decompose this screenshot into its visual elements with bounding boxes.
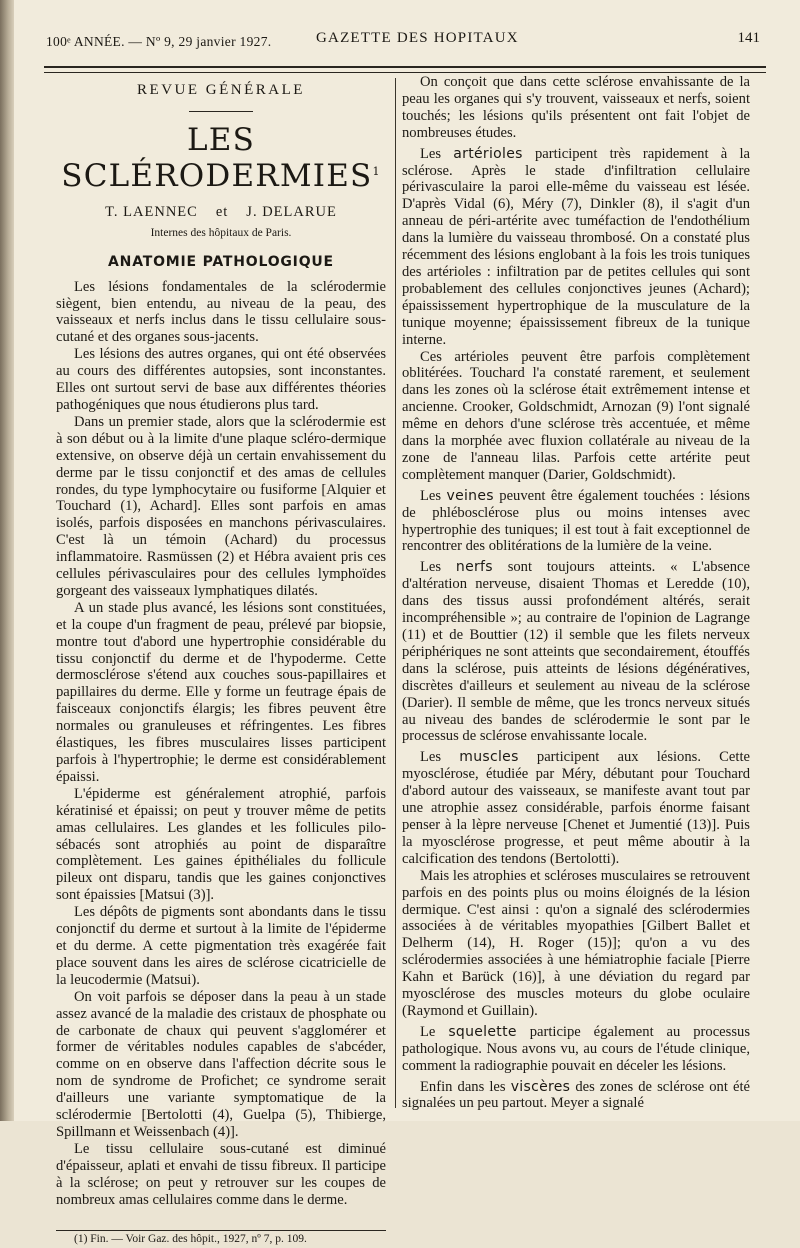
- title-footnote-mark: 1: [372, 164, 381, 178]
- lead-text: Enfin dans les: [420, 1078, 511, 1095]
- paragraph-muscles: [402, 749, 750, 867]
- body-text: sont toujours atteints. « L'absence d'altération nerveuse, disaient Thomas et Leredde (10), dans des tissus aussi profondément altérés, serait incompréhensible »; au contraire de l'opinion de Lagrange (11) et de Bouttier (12) il semble que les filets nerveux périphériques ne sont atteints que secondairement, étouffés dans la sclérose, puis atteints de lésions dégénératives, discrètes d'ailleurs et seulement au niveau de la sclérose (Darier). Il semble de même, que les troncs nerveux situés au niveau des bandes de sclérodermie le sont par le processus de sclérose envahissante locale.: [402, 559, 750, 745]
- right-column: [402, 74, 750, 1112]
- body-text: participe également au processus pathologique. Nous avons vu, au cours de l'étude clinique, comment la radiographie pouvait en déceler les lésions.: [402, 1023, 750, 1074]
- affiliation: Internes des hôpitaux de Paris.: [150, 226, 292, 239]
- author-separator: et: [215, 203, 229, 220]
- paragraph: Les dépôts de pigments sont abondants dans le tissu conjonctif du derme et surtout à la limite de l'épiderme et du derme. A cette pigmentation très exagérée fait place souvent dans les aires de sclérose cicatricielle de la leucodermie (Matsui).: [56, 904, 386, 988]
- section-heading: ANATOMIE PATHOLOGIQUE: [108, 253, 334, 270]
- rubric-rule: [189, 111, 253, 112]
- header-rule-thin: [44, 72, 766, 73]
- paragraph: On voit parfois se déposer dans la peau à un stade assez avancé de la maladie des cristaux de phosphate ou de carbonate de chaux qui peuvent s'agglomérer et former de véritables nodules capables de s'abcéder, comme on en observe dans l'affection décrite sous le nom de syndrome de Profichet; ce syndrome serait d'ailleurs une variante symptomatique de la sclérodermie [Bertolotti (4), Guelpa (5), Thibierge, Spillmann et Weissenbach (4)].: [56, 988, 386, 1140]
- keyword: veines: [446, 487, 494, 504]
- paragraph: On conçoit que dans cette sclérose envahissante de la peau les organes qui s'y trouvent, vaisseaux et nerfs, soient touchés; les lésions qu'ils présentent ont fait l'objet de nombreuses études.: [402, 74, 750, 141]
- paragraph: Dans un premier stade, alors que la sclérodermie est à son début ou à la limite d'une plaque scléro-dermique extensive, on observe déjà un certain envahissement du derme par le tissu conjonctif et des amas de cellules rondes, du type lymphocytaire ou fusiforme [Alquier et Touchard (1), Achard]. Elles sont parfois en amas isolés, parfois disposées en manchons périvasculaires. C'est là un témoin (Achard) du processus inflammatoire. Rasmüssen (2) et Hébra avaient pris ces cellules périvasculaires pour des cellules lymphoïdes gorgeant des vaisseaux lymphatiques dilatés.: [56, 413, 386, 599]
- paragraph: Les lésions des autres organes, qui ont été observées au cours des différentes autopsies, sont inconstantes. Elles ont surtout servi de base aux différentes théories pathogéniques que nous étudierons plus tard.: [56, 346, 386, 413]
- keyword: viscères: [510, 1078, 571, 1095]
- lead-text: Le: [420, 1023, 449, 1040]
- article-title: [56, 122, 386, 194]
- paragraph: Ces artérioles peuvent être parfois complètement oblitérées. Touchard l'a constaté rarement, et seulement dans les zones où la sclérose était extrêmement intense et ancienne. Crooker, Goldschmidt, Arnozan (9) l'ont signalé même en dehors d'une sclérose très accentuée, et même dans la morphée avec fluxion collatérale au niveau de la zone de l'anneau lilas. Parfois cette artérite peut complètement manquer (Darier, Goldschmidt).: [402, 348, 750, 483]
- issue-info: 100ᵉ ANNÉE. — Nº 9, 29 janvier 1927.: [46, 34, 272, 49]
- keyword: squelette: [448, 1023, 517, 1040]
- rubric: REVUE GÉNÉRALE: [137, 82, 305, 98]
- body-text: des zones de sclérose ont été signalées un peu partout. Meyer a signalé: [402, 1078, 750, 1112]
- keyword: muscles: [459, 749, 519, 766]
- body-text: participent très rapidement à la sclérose. Après le stade d'infiltration cellulaire périvasculaire la paroi elle-même du vaisseau est lésée. D'après Vidal (6), Méry (7), Dinkler (8), il s'agit d'un anneau de péri-artérite avec tuméfaction de l'endothélium dans la lumière du vaisseau thrombosé. On a constaté plus récemment des lésions englobant à la fois les trois tuniques des artérioles : infiltration par de petites cellules qui sont probablement des cellules conjonctives jeunes (Achard); épaississement hypertrophique de la musculature de la tunique moyenne; épaississement fibreux de la tunique interne.: [402, 145, 750, 348]
- author-2: J. DELARUE: [246, 203, 337, 220]
- lead-text: Les: [420, 749, 460, 766]
- paragraph-squelette: [402, 1024, 750, 1075]
- left-column: [56, 80, 386, 1248]
- column-separator: [395, 78, 396, 1108]
- body-text: peuvent être également touchées : lésions de phlébosclérose plus ou moins intenses avec hypertrophie des tuniques; il est tout à fait exceptionnel de rencontrer des oblitérations de la lumière de la veine.: [402, 487, 750, 555]
- lead-text: Les: [420, 487, 447, 504]
- paragraph: A un stade plus avancé, les lésions sont constituées, et la coupe d'un fragment de peau, prélevé par biopsie, montre tout d'abord une hypertrophie considérable du tissu conjonctif du derme et de l'hypoderme. Cette dermosclérose s'étend aux couches sous-papillaires et papillaires du derme. Elle y forme un feutrage épais de faisceaux conjonctifs élargis; les fibres peuvent être normales ou granuleuses et réfringentes. Les fibres élastiques, les fibres musculaires lisses participent parfois à l'hypertrophie; le derme est considérablement épaissi.: [56, 599, 386, 785]
- running-header: [46, 28, 766, 54]
- keyword: artérioles: [453, 145, 523, 162]
- keyword: nerfs: [455, 559, 493, 576]
- body-text: participent aux lésions. Cette myosclérose, étudiée par Méry, débutant pour Touchard d'abord autour des vaisseaux, se manifeste avant tout par une atrophie assez considérable, parfois énorme faisant penser à la lèpre nerveuse [Chenet et Jumentié (13)]. Puis la myosclérose progresse, et peut même aboutir à la calcification des tendons (Bertolotti).: [402, 749, 750, 867]
- lead-text: Les: [420, 145, 454, 162]
- author-1: T. LAENNEC: [105, 203, 198, 220]
- paragraph-nerfs: [402, 559, 750, 745]
- footnote: (1) Fin. — Voir Gaz. des hôpit., 1927, nº 7, p. 109.: [74, 1233, 307, 1246]
- header-rule-thick: [44, 66, 766, 68]
- lead-text: Les: [420, 559, 456, 576]
- paragraph: Le tissu cellulaire sous-cutané est diminué d'épaisseur, aplati et envahi de tissu fibreux. Il participe à la sclérose; on peut y retrouver sur les coupes de nombreux amas cellulaires comme dans le derme.: [56, 1140, 386, 1208]
- journal-name: GAZETTE DES HOPITAUX: [316, 30, 519, 46]
- paragraph-arterioles: [402, 146, 750, 349]
- paragraph: L'épiderme est généralement atrophié, parfois kératinisé et épaissi; on peut y trouver même de petits amas cellulaires. Les glandes et les follicules pilo-sébacés sont atrophiés au point de disparaître complètement. Les gaines épithéliales du follicule pileux ont disparu, tandis que les gaines conjonctives sont épaissies [Matsui (3)].: [56, 785, 386, 904]
- article-title-text: LES SCLÉRODERMIES: [61, 121, 373, 194]
- binding-edge: [0, 0, 14, 1121]
- page-number: 141: [737, 30, 760, 46]
- paragraph-visceres: [402, 1079, 750, 1113]
- paragraph: Les lésions fondamentales de la sclérodermie siègent, bien entendu, au niveau de la peau, des vaisseaux et nerfs inclus dans le tissu cellulaire sous-cutané et des organes sous-jacents.: [56, 278, 386, 346]
- paragraph-veines: [402, 488, 750, 556]
- authors: [56, 204, 386, 221]
- paragraph: Mais les atrophies et scléroses musculaires se retrouvent parfois en des points plus ou moins éloignés de la lésion dermique. C'est ainsi : qu'on a signalé des sclérodermies associées à de véritables myopathies [Gilbert Ballet et Delherm (14), H. Roger (15)]; qu'on a vu des sclérodermies associées à une hémiatrophie faciale [Pierre Kahn et Barück (16)], à une déviation du regard par myosclérose des muscles moteurs du globe oculaire (Raymond et Guillain).: [402, 867, 750, 1019]
